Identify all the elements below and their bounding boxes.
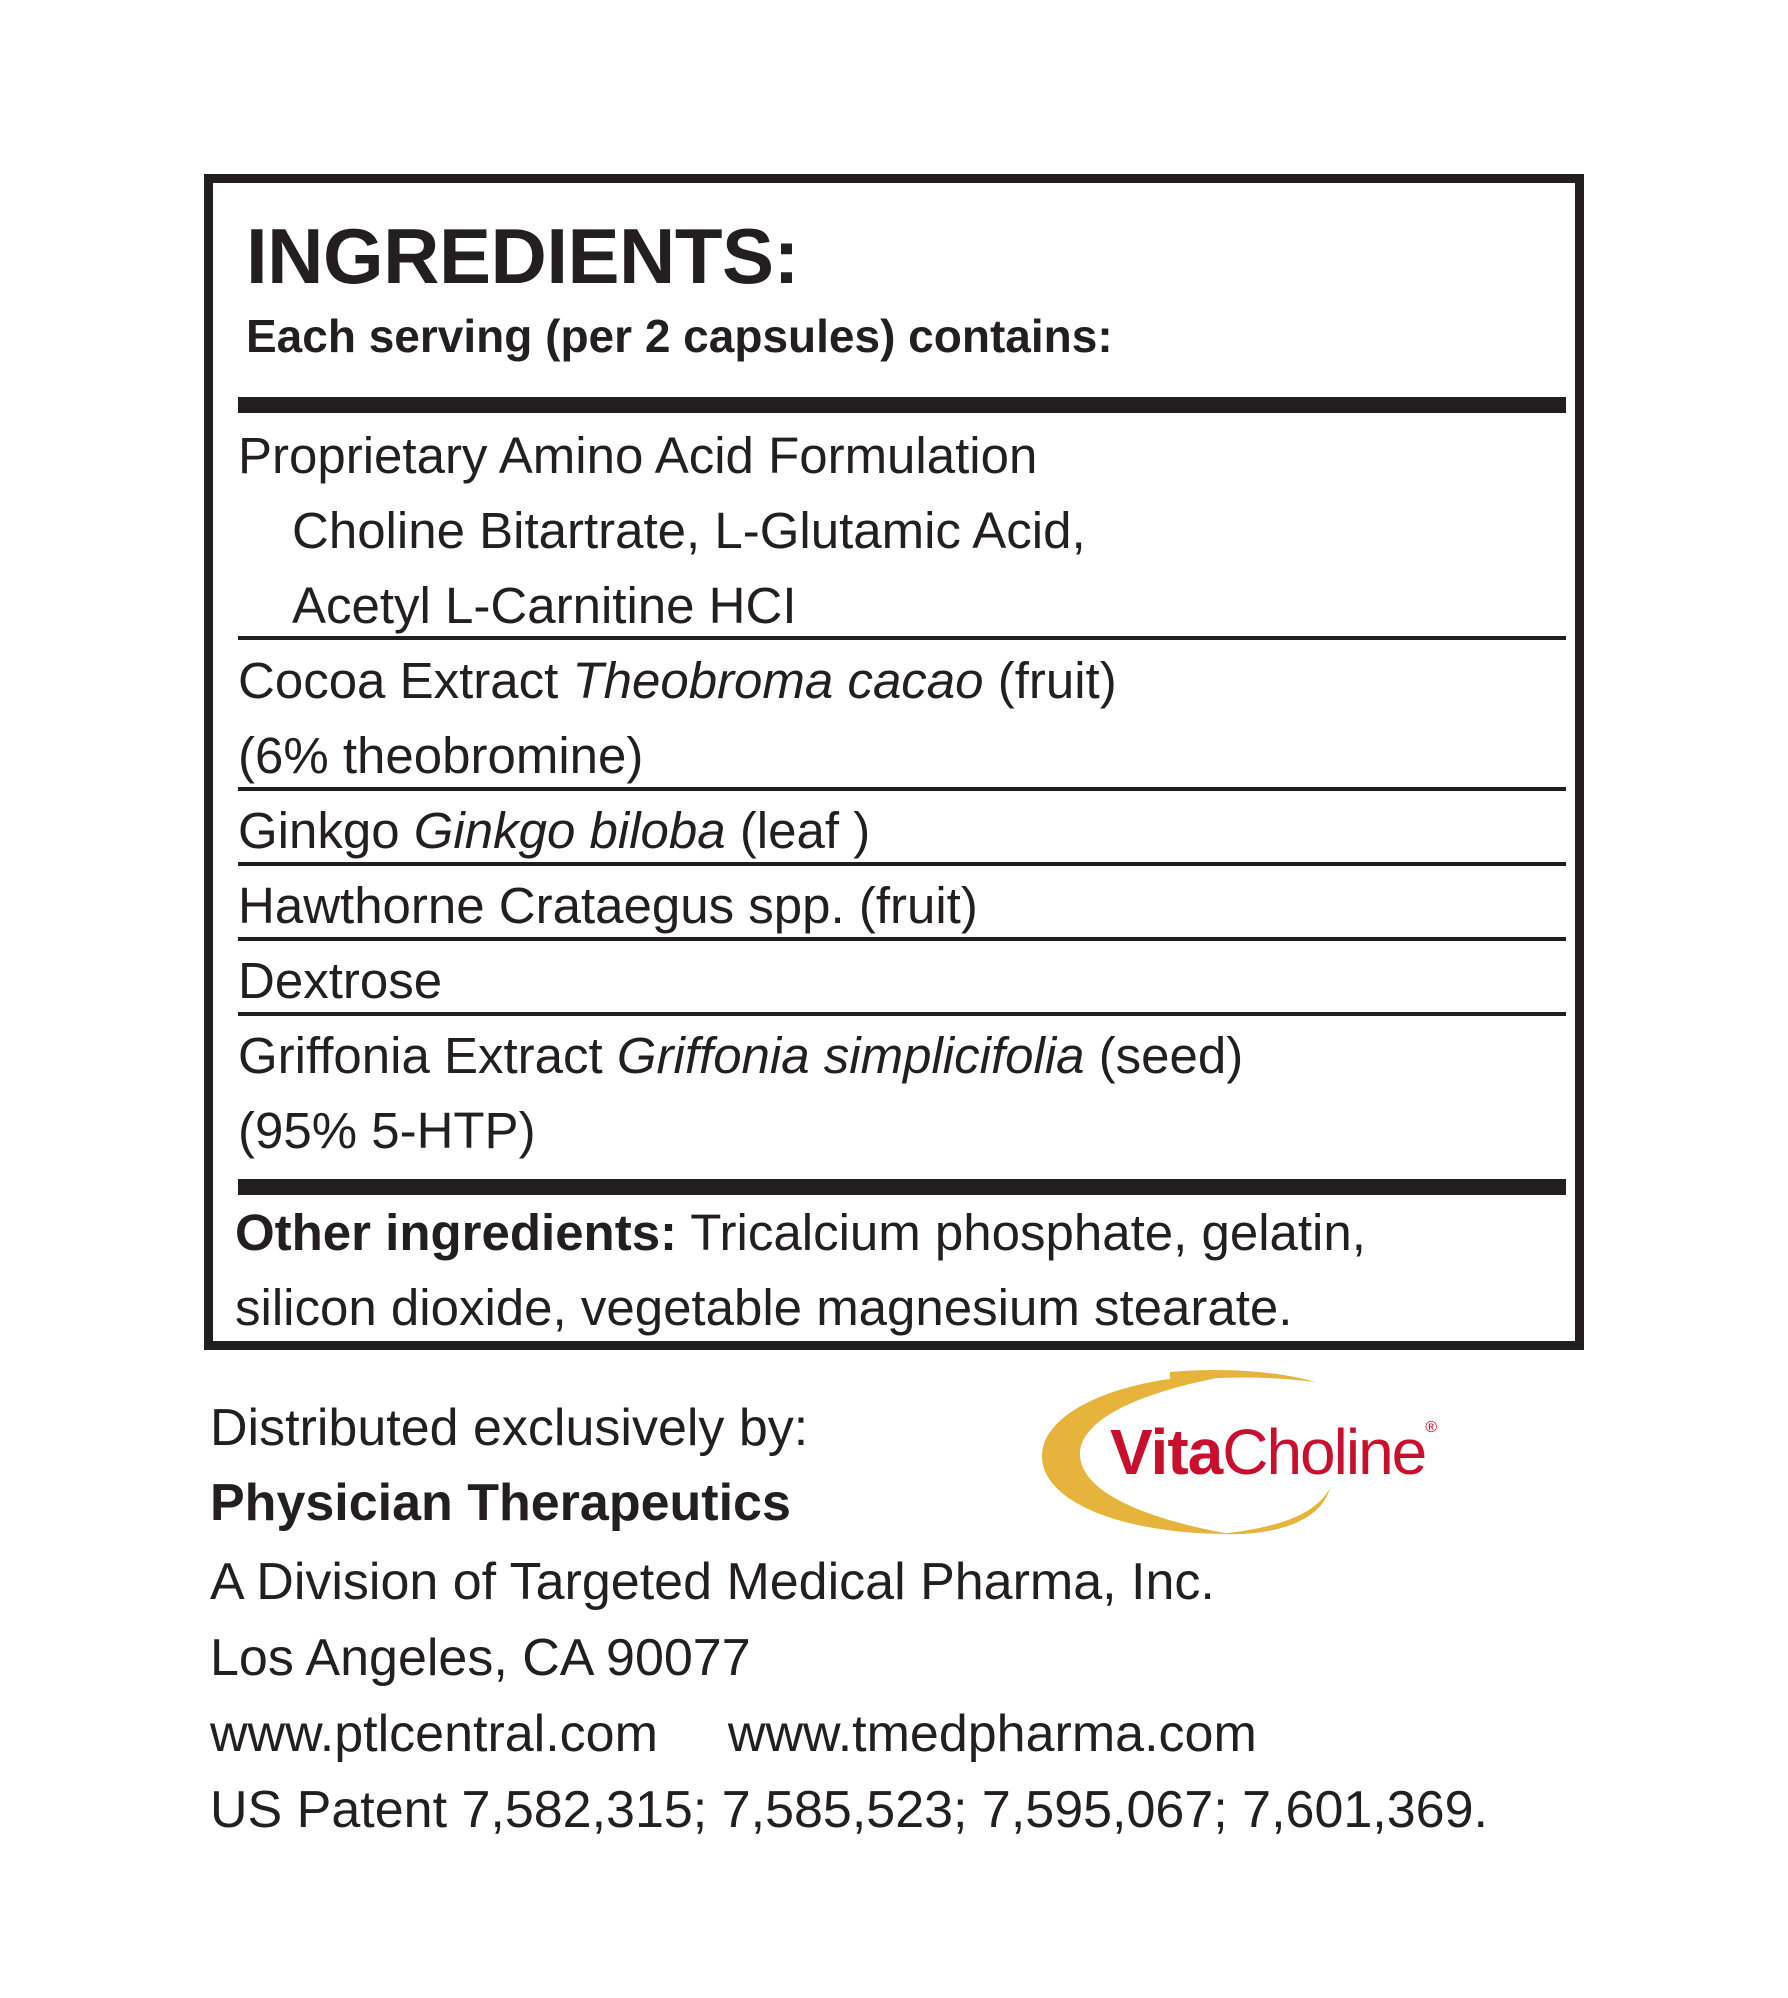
ingredient-line: Cocoa Extract Theobroma cacao (fruit) (238, 652, 1117, 709)
logo-vita: Vita (1110, 1416, 1223, 1488)
ingredient-line: Griffonia Extract Griffonia simplicifolia (seed) (238, 1027, 1244, 1084)
ingredient-line: Dextrose (238, 952, 443, 1009)
ingredient-line: (95% 5-HTP) (238, 1102, 536, 1159)
ingredient-line: Ginkgo Ginkgo biloba (leaf ) (238, 802, 871, 859)
website-link-ptlcentral[interactable]: www.ptlcentral.com (210, 1705, 658, 1763)
patent-numbers: US Patent 7,582,315; 7,585,523; 7,595,067; 7,601,369. (210, 1781, 1488, 1839)
serving-subtitle: Each serving (per 2 capsules) contains: (246, 310, 1113, 362)
header-divider (238, 397, 1566, 413)
latin-name: Griffonia simplicifolia (616, 1027, 1085, 1084)
distributor-company: Physician Therapeutics (210, 1474, 791, 1532)
row-divider (238, 862, 1566, 866)
latin-name: Ginkgo biloba (413, 802, 726, 859)
vitacholine-logo (1030, 1368, 1530, 1538)
distributor-address: Los Angeles, CA 90077 (210, 1629, 751, 1687)
ingredients-title: INGREDIENTS: (246, 212, 800, 300)
ingredient-line: Acetyl L-Carnitine HCI (292, 577, 797, 634)
logo-choline: Choline (1222, 1416, 1426, 1488)
website-link-tmedpharma[interactable]: www.tmedpharma.com (727, 1705, 1257, 1763)
row-divider (238, 636, 1566, 640)
distributor-intro: Distributed exclusively by: (210, 1399, 809, 1457)
logo-wordmark (1110, 1416, 1438, 1488)
other-ingredients-continued: silicon dioxide, vegetable magnesium stearate. (235, 1279, 1293, 1336)
latin-name: Theobroma cacao (572, 652, 984, 709)
distributor-websites (210, 1705, 1257, 1763)
ingredient-line: (6% theobromine) (238, 727, 644, 784)
ingredient-line: Hawthorne Crataegus spp. (fruit) (238, 877, 978, 934)
ingredient-line: Proprietary Amino Acid Formulation (238, 427, 1038, 484)
distributor-division: A Division of Targeted Medical Pharma, Inc. (210, 1553, 1215, 1611)
ingredients-panel (204, 174, 1584, 1350)
other-ingredients: Other ingredients: Tricalcium phosphate, gelatin, (235, 1204, 1366, 1261)
other-ingredients-label: Other ingredients: (235, 1204, 678, 1261)
other-ingredients-divider (238, 1179, 1566, 1195)
row-divider (238, 1012, 1566, 1016)
registered-mark: ® (1425, 1419, 1438, 1436)
row-divider (238, 937, 1566, 941)
ingredient-line: Choline Bitartrate, L-Glutamic Acid, (292, 502, 1086, 559)
row-divider (238, 787, 1566, 791)
